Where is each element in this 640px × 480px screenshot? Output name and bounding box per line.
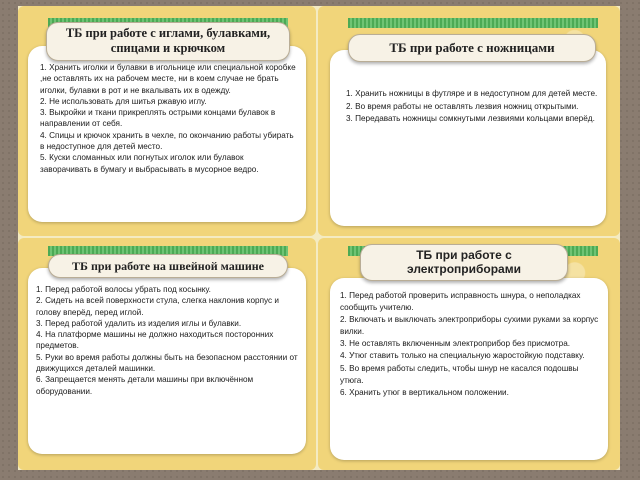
scissors-panel (318, 6, 620, 236)
needles-rule-1: 1. Хранить иголки и булавки в игольнице или специальной коробке ,не оставлять их на рабочем месте, ни в коем случае не брать иголки, булавки в рот и не вкалывать их в одежду. (40, 63, 296, 95)
electrical-rule-1: 1. Перед работой проверить исправность шнура, о неполадках сообщить учителю. (340, 291, 581, 313)
needles-panel (18, 6, 316, 236)
slide (18, 6, 620, 470)
sewing-machine-rules (36, 284, 304, 397)
decorative-stripe (348, 18, 598, 28)
scissors-card (330, 50, 606, 226)
sewing-machine-rule-6: 6. Запрещается менять детали машины при включённом оборудовании. (36, 375, 254, 396)
sewing-machine-rule-5: 5. Руки во время работы должны быть на безопасном расстоянии от движущихся деталей машинки. (36, 352, 298, 374)
activation-watermark-title: Активация Wi (524, 402, 594, 414)
needles-rule-4: 4. Спицы и крючок хранить в чехле, по окончанию работы убирать в недоступное для детей место. (40, 130, 294, 152)
scissors-rule-2: 2. Во время работы не оставлять лезвия ножниц открытыми. (346, 101, 579, 111)
needles-rule-5: 5. Куски сломанных или погнутых иголок или булавок заворачивать в бумагу и выбрасывать в мусорное ведро. (40, 153, 259, 174)
sewing-machine-panel (18, 238, 316, 470)
activation-watermark-line-3: раздел "Параметр (524, 431, 597, 441)
electrical-rule-4: 4. Утюг ставить только на специальную жаростойкую подставку. (340, 351, 585, 361)
needles-rule-3: 3. Выкройки и ткани прикреплять острыми концами булавок в направлении от себя. (40, 108, 276, 129)
sewing-machine-rule-3: 3. Перед работой удалить из изделия иглы и булавки. (36, 318, 242, 328)
electrical-rules (340, 290, 602, 399)
electrical-rule-3: 3. Не оставлять включенным электроприбор без присмотра. (340, 339, 571, 349)
scissors-rule-1: 1. Хранить ножницы в футляре и в недоступном для детей месте. (346, 89, 598, 98)
needles-rules (40, 62, 296, 175)
needles-title: ТБ при работе с иглами, булавками, спицами и крючком (46, 22, 290, 61)
scissors-title: ТБ при работе с ножницами (348, 34, 596, 62)
sewing-machine-rule-4: 4. На платформе машины не должно находиться посторонних предметов. (36, 330, 274, 351)
electrical-rule-2: 2. Включать и выключать электроприборы сухими руками за корпус вилки. (340, 315, 599, 337)
electrical-rule-5: 5. Во время работы следить, чтобы шнур не касался подошвы утюга. (340, 363, 579, 385)
scissors-rules (346, 88, 598, 126)
sewing-machine-rule-2: 2. Сидеть на всей поверхности стула, слегка наклонив корпус и голову вперёд, перед иглой. (36, 296, 279, 317)
electrical-title: ТБ при работе с электроприборами (360, 244, 568, 281)
needles-rule-2: 2. Не использовать для шитья ржавую иглу. (40, 96, 207, 106)
activation-watermark-line-2: Чтобы активирова (524, 419, 597, 429)
scissors-rule-3: 3. Передавать ножницы сомкнутыми лезвиями кольцами вперёд. (346, 114, 595, 123)
sewing-machine-rule-1: 1. Перед работой волосы убрать под косынку. (36, 285, 211, 294)
sewing-machine-title: ТБ при работе на швейной машине (48, 254, 288, 278)
electrical-rule-6: 6. Хранить утюг в вертикальном положении. (340, 387, 509, 397)
